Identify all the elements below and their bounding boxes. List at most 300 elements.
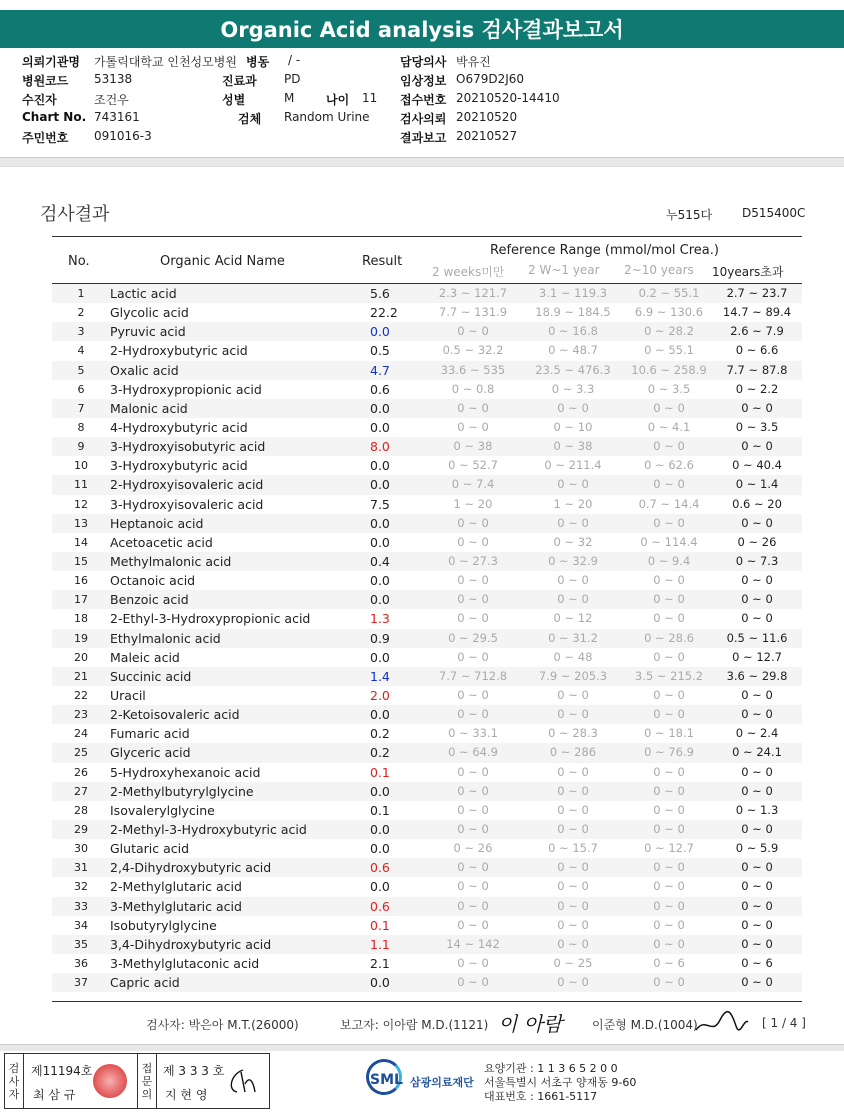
cell-result: 0.0 [370,515,390,531]
header-value: 743161 [94,110,140,124]
cell-ref-2w-1y: 0 ~ 0 [557,879,589,894]
cell-acid-name: 5-Hydroxyhexanoic acid [110,764,261,780]
cell-ref-2w-1y: 18.9 ~ 184.5 [535,305,611,320]
cell-ref-2w-1y: 23.5 ~ 476.3 [535,362,611,377]
patient-info-header [22,53,822,148]
table-row [52,973,802,992]
table-row [52,571,802,590]
cell-ref-2-10y: 0 ~ 28.6 [644,630,694,645]
cell-ref-2weeks: 0 ~ 52.7 [448,458,498,473]
cell-result: 0.0 [370,649,390,665]
cell-ref-over10y: 0.6 ~ 20 [732,496,782,511]
cell-ref-2w-1y: 0 ~ 32.9 [548,553,598,568]
cell-ref-2w-1y: 1 ~ 20 [553,496,593,511]
header-label: 병동 [246,55,270,69]
cell-ref-2weeks: 0.5 ~ 32.2 [442,343,504,358]
cell-acid-name: Oxalic acid [110,362,179,378]
cell-ref-2-10y: 0.2 ~ 55.1 [638,286,700,300]
cell-no: 22 [74,688,88,702]
cell-acid-name: 2-Methylglutaric acid [110,879,242,895]
table-row [52,380,802,399]
cell-ref-2-10y: 0 ~ 0 [653,860,685,875]
cell-result: 0.0 [370,879,390,895]
cell-ref-2w-1y: 0 ~ 31.2 [548,630,598,645]
cell-acid-name: Capric acid [110,975,180,991]
cell-no: 17 [74,593,88,607]
cell-no: 33 [74,899,88,913]
cell-ref-2-10y: 0 ~ 18.1 [644,726,694,741]
cell-acid-name: 3-Hydroxyisovaleric acid [110,496,264,512]
cell-no: 28 [74,803,88,817]
cell-ref-over10y: 0 ~ 0 [741,917,773,932]
cell-ref-over10y: 0 ~ 24.1 [732,745,782,760]
cell-ref-over10y: 0 ~ 0 [741,515,773,530]
cell-ref-2w-1y: 0 ~ 32 [553,534,593,549]
cell-ref-2w-1y: 0 ~ 3.3 [551,381,595,396]
cell-result: 0.6 [370,860,390,876]
cell-ref-2weeks: 0 ~ 0 [457,611,489,626]
cell-ref-2w-1y: 0 ~ 12 [553,611,593,626]
cell-acid-name: Lactic acid [110,286,177,301]
cell-no: 20 [74,650,88,664]
cell-acid-name: Heptanoic acid [110,515,204,531]
cell-ref-2-10y: 0 ~ 9.4 [647,553,691,568]
cell-ref-over10y: 0 ~ 3.5 [735,419,779,434]
cell-ref-over10y: 0 ~ 0 [741,592,773,607]
cell-result: 0.0 [370,975,390,991]
cell-ref-over10y: 7.7 ~ 87.8 [726,362,788,377]
cell-result: 0.0 [370,707,390,723]
cell-ref-2w-1y: 0 ~ 0 [557,687,589,702]
cell-ref-2w-1y: 0 ~ 0 [557,802,589,817]
cell-no: 12 [74,497,88,511]
cell-ref-2weeks: 0 ~ 0 [457,515,489,530]
cell-result: 0.0 [370,477,390,493]
cell-ref-2w-1y: 0 ~ 16.8 [548,324,598,339]
header-label: 검체 [238,112,262,126]
table-row [52,686,802,705]
cell-no: 34 [74,918,88,932]
cell-ref-2weeks: 0 ~ 0 [457,573,489,588]
cell-no: 23 [74,708,88,722]
cell-ref-2weeks: 0 ~ 0 [457,324,489,339]
cell-acid-name: 3-Hydroxyisobutyric acid [110,439,266,455]
cell-ref-over10y: 0 ~ 0 [741,860,773,875]
cell-no: 14 [74,535,88,549]
header-value: 조건우 [94,93,129,107]
header-label: 병원코드 [22,74,69,88]
cell-result: 0.5 [370,343,390,359]
cell-result: 1.4 [370,668,390,684]
header-value: M [284,91,295,105]
cell-ref-2weeks: 0 ~ 0 [457,764,489,779]
cell-result: 0.1 [370,764,390,780]
cell-acid-name: Octanoic acid [110,573,196,589]
cell-result: 2.1 [370,955,390,971]
cell-ref-over10y: 0 ~ 0 [741,898,773,913]
cell-result: 0.6 [370,898,390,914]
table-row [52,552,802,571]
cell-ref-2-10y: 0 ~ 0 [653,649,685,664]
header-label: 임상정보 [400,74,447,88]
cell-result: 4.7 [370,362,390,378]
cell-ref-over10y: 0 ~ 0 [741,879,773,894]
cell-ref-2weeks: 33.6 ~ 535 [440,362,506,377]
header-label: 담당의사 [400,55,447,69]
cell-ref-2-10y: 0 ~ 0 [653,783,685,798]
cell-result: 0.0 [370,419,390,435]
table-row [52,303,802,322]
cell-no: 7 [77,401,85,415]
cell-acid-name: Pyruvic acid [110,324,186,340]
table-row [52,648,802,667]
table-body [52,284,802,992]
cell-no: 21 [74,669,88,683]
cell-ref-2weeks: 0 ~ 0 [457,917,489,932]
cell-ref-2-10y: 0 ~ 0 [653,573,685,588]
cell-ref-2weeks: 0 ~ 7.4 [451,477,495,492]
cell-no: 18 [74,612,88,626]
header-label: 주민번호 [22,131,69,145]
cell-ref-over10y: 0 ~ 2.2 [735,381,779,396]
table-row [52,341,802,360]
header-label: 검사의뢰 [400,112,447,126]
cell-no: 30 [74,842,88,856]
cell-result: 2.0 [370,687,390,703]
cell-ref-2w-1y: 0 ~ 0 [557,515,589,530]
cell-ref-over10y: 0 ~ 5.9 [735,841,779,856]
cell-result: 1.3 [370,611,390,627]
cell-ref-2-10y: 0 ~ 0 [653,917,685,932]
header-row [22,129,822,148]
table-row [52,284,802,303]
stamp1-license-no: 제11194호 [31,1064,93,1078]
cell-ref-2w-1y: 0 ~ 15.7 [548,841,598,856]
cell-result: 0.0 [370,592,390,608]
cell-acid-name: 2-Hydroxybutyric acid [110,343,248,359]
cell-ref-2-10y: 0 ~ 0 [653,802,685,817]
cell-ref-over10y: 0 ~ 0 [741,821,773,836]
cell-no: 15 [74,554,88,568]
cell-ref-2w-1y: 0 ~ 0 [557,592,589,607]
cell-acid-name: Glutaric acid [110,841,190,857]
table-row [52,724,802,743]
header-label: 의뢰기관명 [22,55,80,69]
stamp2-vertical-label: 접문의 [137,1054,157,1108]
cell-no: 9 [77,440,85,454]
cell-acid-name: Acetoacetic acid [110,534,213,550]
table-row [52,820,802,839]
header-label: 나이 [326,93,350,107]
cell-ref-over10y: 0 ~ 2.4 [735,726,779,741]
cell-ref-over10y: 0 ~ 0 [741,573,773,588]
cell-acid-name: Benzoic acid [110,592,189,608]
table-row [52,839,802,858]
cell-ref-2weeks: 0 ~ 0 [457,687,489,702]
cell-no: 13 [74,516,88,530]
cell-result: 0.6 [370,381,390,397]
results-table [52,236,802,992]
cell-ref-2weeks: 0 ~ 0 [457,879,489,894]
table-row [52,782,802,801]
cell-acid-name: Glyceric acid [110,745,191,761]
table-row [52,743,802,762]
cell-ref-2weeks: 0 ~ 0 [457,955,489,970]
stamp1-name: 최 삼 규 [33,1088,76,1102]
header-row [22,53,822,72]
table-row [52,897,802,916]
cell-ref-2weeks: 0 ~ 64.9 [448,745,498,760]
cell-result: 22.2 [370,305,398,321]
cell-ref-2w-1y: 0 ~ 38 [553,439,593,454]
cell-result: 0.0 [370,400,390,416]
cell-ref-2-10y: 6.9 ~ 130.6 [634,305,704,320]
col-r2-header: 2 W~1 year [528,263,600,277]
cell-result: 5.6 [370,286,390,301]
cell-ref-2weeks: 0 ~ 0.8 [451,381,495,396]
cell-result: 7.5 [370,496,390,512]
header-label: Chart No. [22,110,87,124]
cell-ref-2-10y: 0 ~ 0 [653,936,685,951]
report-title: Organic Acid analysis 검사결과보고서 [220,18,624,42]
reporter-signature-text: 보고자: 이아람 M.D.(1121) [340,1018,489,1032]
cell-ref-2w-1y: 0 ~ 0 [557,821,589,836]
cell-ref-2w-1y: 0 ~ 25 [553,955,593,970]
cell-ref-over10y: 0 ~ 6.6 [735,343,779,358]
lab-address: 서울특별시 서초구 양재동 9-60 [484,1076,637,1089]
table-row [52,437,802,456]
cell-acid-name: Succinic acid [110,668,192,684]
cell-ref-2weeks: 1 ~ 20 [453,496,493,511]
cell-ref-over10y: 0 ~ 1.3 [735,802,779,817]
stamp2-name: 지 현 영 [165,1088,208,1102]
cell-ref-2weeks: 0 ~ 0 [457,802,489,817]
cell-no: 36 [74,956,88,970]
cell-acid-name: 3,4-Dihydroxybutyric acid [110,936,272,952]
cell-acid-name: Isobutyrylglycine [110,917,217,933]
cell-acid-name: 3-Methylglutaric acid [110,898,242,914]
cell-no: 31 [74,861,88,875]
cell-acid-name: Malonic acid [110,400,188,416]
report-title-banner [0,10,844,48]
cell-ref-2-10y: 0 ~ 0 [653,611,685,626]
cell-ref-2w-1y: 0 ~ 0 [557,783,589,798]
cell-ref-2w-1y: 0 ~ 0 [557,860,589,875]
cell-acid-name: 2-Hydroxyisovaleric acid [110,477,264,493]
table-row [52,322,802,341]
cell-ref-2w-1y: 0 ~ 10 [553,419,593,434]
cell-no: 5 [77,363,85,377]
cell-acid-name: Isovalerylglycine [110,802,215,818]
cell-ref-2weeks: 0 ~ 0 [457,707,489,722]
table-row [52,609,802,628]
table-row [52,877,802,896]
col-name-header: Organic Acid Name [160,254,285,269]
cell-ref-2weeks: 0 ~ 0 [457,592,489,607]
cell-ref-2-10y: 0 ~ 0 [653,515,685,530]
cell-ref-over10y: 0 ~ 26 [737,534,777,549]
cell-acid-name: Ethylmalonic acid [110,630,221,646]
table-row [52,801,802,820]
table-row [52,705,802,724]
header-value: / - [288,53,301,67]
cell-result: 0.9 [370,630,390,646]
cell-no: 3 [77,325,85,339]
cell-result: 0.4 [370,553,390,569]
header-value: 20210520 [456,110,518,124]
approver-signature-text: 이준형 M.D.(1004) [592,1018,698,1032]
cell-acid-name: 2-Ethyl-3-Hydroxypropionic acid [110,611,311,627]
cell-ref-2-10y: 0 ~ 0 [653,592,685,607]
form-code-2: D515400C [742,206,806,220]
cell-ref-over10y: 0 ~ 0 [741,687,773,702]
cell-no: 10 [74,459,88,473]
table-row [52,418,802,437]
cell-ref-2weeks: 0 ~ 0 [457,821,489,836]
table-row [52,399,802,418]
stamp1-vertical-label: 검사자 [5,1054,24,1108]
cell-ref-2-10y: 0.7 ~ 14.4 [638,496,700,511]
cell-no: 6 [77,382,85,396]
header-value: 20210520-14410 [456,91,560,105]
cell-ref-2-10y: 0 ~ 0 [653,898,685,913]
cell-ref-2-10y: 0 ~ 0 [653,821,685,836]
table-row [52,667,802,686]
cell-ref-2w-1y: 7.9 ~ 205.3 [538,668,608,683]
header-value: Random Urine [284,110,370,124]
footer-divider [0,1044,844,1051]
cell-no: 35 [74,937,88,951]
header-label: 결과보고 [400,131,447,145]
cell-ref-2w-1y: 0 ~ 286 [549,745,597,760]
header-row [22,91,822,110]
cell-ref-2-10y: 0 ~ 0 [653,477,685,492]
table-row [52,629,802,648]
section-title: 검사결과 [40,204,110,225]
cell-ref-2w-1y: 0 ~ 0 [557,975,589,990]
header-value: 가톨릭대학교 인천성모병원 [94,55,237,69]
lab-address-block [484,1062,636,1104]
cell-result: 0.0 [370,573,390,589]
cell-ref-over10y: 0 ~ 0 [741,936,773,951]
cell-ref-2weeks: 0 ~ 0 [457,975,489,990]
cell-ref-2weeks: 14 ~ 142 [446,936,500,951]
cell-no: 24 [74,727,88,741]
cell-ref-2weeks: 0 ~ 0 [457,783,489,798]
cell-no: 32 [74,880,88,894]
cell-ref-2-10y: 0 ~ 0 [653,975,685,990]
cell-ref-2-10y: 0 ~ 0 [653,707,685,722]
cell-acid-name: Fumaric acid [110,726,190,742]
cell-ref-2-10y: 0 ~ 6 [653,955,685,970]
tester-signature-text: 검사자: 박은아 M.T.(26000) [146,1018,299,1032]
cell-result: 0.0 [370,534,390,550]
cell-ref-over10y: 2.7 ~ 23.7 [726,286,788,300]
cell-ref-2weeks: 0 ~ 0 [457,534,489,549]
cell-no: 2 [77,306,85,320]
cell-acid-name: 2-Ketoisovaleric acid [110,707,240,723]
cell-ref-2w-1y: 0 ~ 0 [557,936,589,951]
page-indicator: [ 1 / 4 ] [762,1016,806,1030]
table-row [52,361,802,380]
cell-acid-name: Glycolic acid [110,305,189,321]
cell-ref-2w-1y: 0 ~ 0 [557,477,589,492]
col-r3-header: 2~10 years [624,263,694,277]
cell-result: 0.1 [370,917,390,933]
table-row [52,858,802,877]
cell-result: 8.0 [370,439,390,455]
cell-ref-2-10y: 0 ~ 55.1 [644,343,694,358]
cell-ref-2w-1y: 0 ~ 0 [557,400,589,415]
cell-ref-2weeks: 0 ~ 26 [453,841,493,856]
cell-ref-2weeks: 0 ~ 0 [457,860,489,875]
cell-ref-2weeks: 0 ~ 0 [457,649,489,664]
header-row [22,110,822,129]
table-row [52,954,802,973]
cell-acid-name: Uracil [110,687,146,703]
table-row [52,514,802,533]
cell-no: 11 [74,478,88,492]
cell-acid-name: 3-Hydroxybutyric acid [110,458,248,474]
cell-ref-2weeks: 7.7 ~ 131.9 [438,305,508,320]
header-label: 접수번호 [400,93,447,107]
cell-result: 0.0 [370,324,390,340]
cell-no: 1 [77,287,85,300]
col-r4-header: 10years초과 [712,265,784,279]
cell-ref-over10y: 0 ~ 1.4 [735,477,779,492]
header-row [22,72,822,91]
cell-no: 4 [77,344,85,358]
cell-acid-name: 2-Methylbutyrylglycine [110,783,254,799]
cell-no: 25 [74,746,88,760]
table-row [52,495,802,514]
cell-ref-over10y: 2.6 ~ 7.9 [730,324,784,339]
table-row [52,763,802,782]
cell-ref-2weeks: 7.7 ~ 712.8 [438,668,508,683]
cell-ref-2w-1y: 3.1 ~ 119.3 [538,286,608,300]
header-value: 20210527 [456,129,518,143]
cell-ref-2-10y: 0 ~ 12.7 [644,841,694,856]
cell-ref-2weeks: 0 ~ 0 [457,400,489,415]
cell-ref-2w-1y: 0 ~ 0 [557,764,589,779]
cell-ref-2-10y: 3.5 ~ 215.2 [634,668,704,683]
cell-ref-2-10y: 10.6 ~ 258.9 [631,362,707,377]
cell-ref-2-10y: 0 ~ 0 [653,439,685,454]
header-value: 박유진 [456,55,491,69]
header-value: 11 [362,91,378,105]
cell-ref-over10y: 14.7 ~ 89.4 [722,305,792,320]
cell-result: 0.0 [370,821,390,837]
header-value: O679D2J60 [456,72,525,86]
sml-logo-text: SML [370,1072,403,1088]
header-value: PD [284,72,301,86]
cell-result: 0.2 [370,745,390,761]
sml-foundation-name: 삼광의료재단 [410,1076,474,1089]
cell-acid-name: Maleic acid [110,649,180,665]
col-result-header: Result [362,254,403,269]
header-value: 53138 [94,72,133,86]
red-seal-icon [93,1064,127,1098]
cell-ref-over10y: 0 ~ 0 [741,439,773,454]
cell-ref-2-10y: 0 ~ 3.5 [647,381,691,396]
cell-ref-2w-1y: 0 ~ 48 [553,649,593,664]
cell-ref-2weeks: 0 ~ 29.5 [448,630,498,645]
col-r1-header: 2 weeks미만 [432,265,505,279]
cell-ref-2w-1y: 0 ~ 211.4 [544,458,602,473]
cell-ref-over10y: 0 ~ 12.7 [732,649,782,664]
cell-no: 37 [74,976,88,990]
cell-result: 0.0 [370,458,390,474]
